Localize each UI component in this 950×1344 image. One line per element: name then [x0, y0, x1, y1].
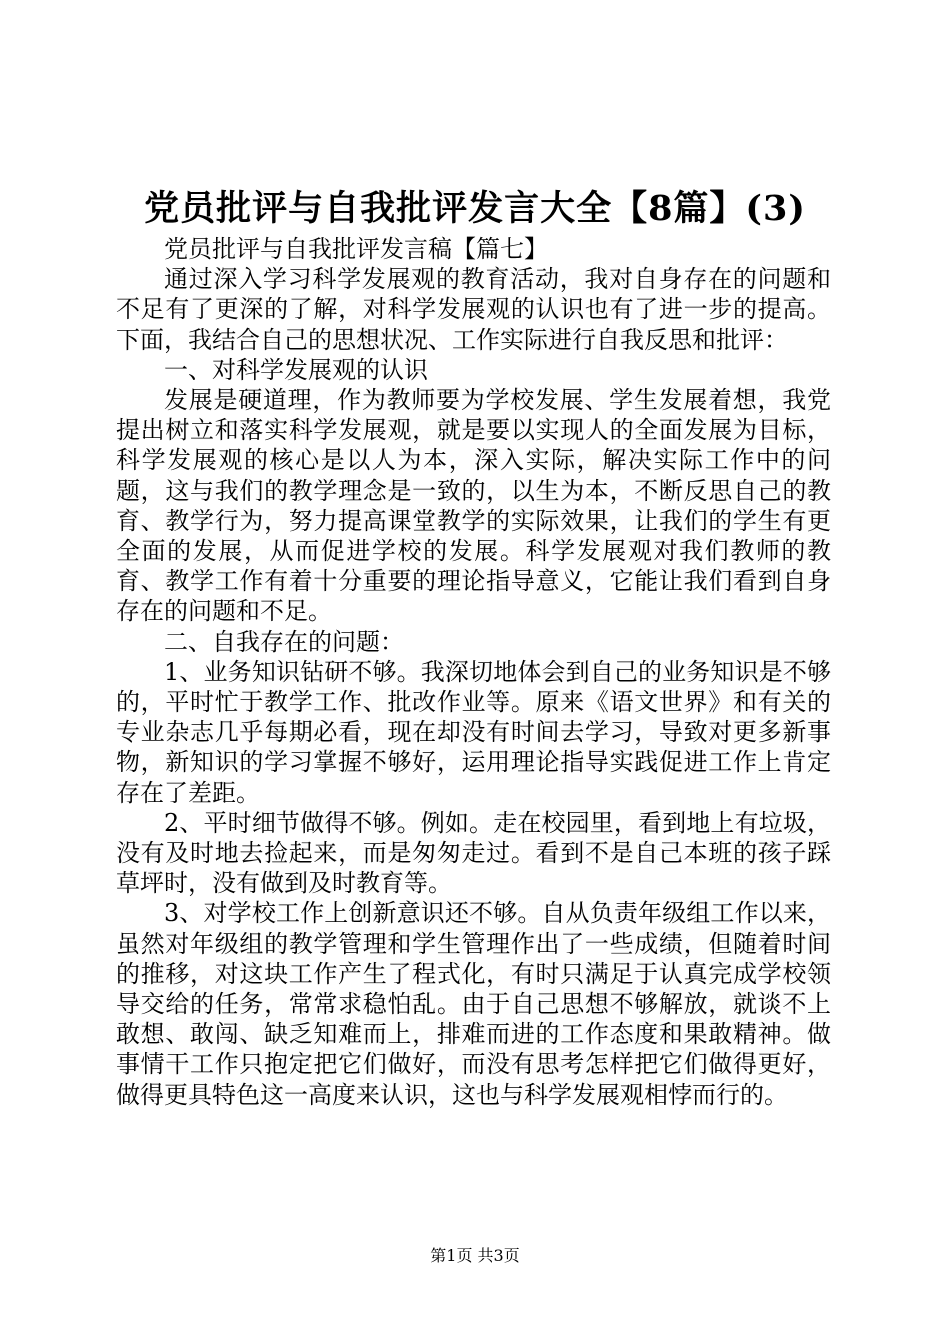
section-heading-understanding: 一、对科学发展观的认识 — [164, 355, 428, 384]
problem-item-1: 1、业务知识钻研不够。我深切地体会到自己的业务知识是不够的，平时忙于教学工作、批改作业等。原来《语文世界》和有关的专业杂志几乎每期必看，现在却没有时间去学习，导致对更多新事物，新知识的学习掌握不够好，运用理论指导实践促进工作上肯定存在了差距。 — [116, 657, 831, 807]
problem-item-3: 3、对学校工作上创新意识还不够。自从负责年级组工作以来，虽然对年级组的教学管理和学生管理作出了一些成绩，但随着时间的推移，对这块工作产生了程式化，有时只满足于认真完成学校领导交给的任务，常常求稳怕乱。由于自己思想不够解放，就谈不上敢想、敢闯、缺乏知难而上，排难而进的工作态度和果敢精神。做事情干工作只抱定把它们做好，而没有思考怎样把它们做得更好，做得更具特色这一高度来认识，这也与科学发展观相悖而行的。 — [116, 899, 831, 1109]
understanding-paragraph: 发展是硬道理，作为教师要为学校发展、学生发展着想，我党提出树立和落实科学发展观，就是要以实现人的全面发展为目标，科学发展观的核心是以人为本，深入实际，解决实际工作中的问题，这与我们的教学理念是一致的，以生为本，不断反思自己的教育、教学行为，努力提高课堂教学的实际效果，让我们的学生有更全面的发展，从而促进学校的发展。科学发展观对我们教师的教育、教学工作有着十分重要的理论指导意义，它能让我们看到自身存在的问题和不足。 — [116, 386, 831, 626]
section-heading-problems: 二、自我存在的问题： — [164, 627, 404, 656]
document-body — [116, 234, 831, 1110]
intro-paragraph: 通过深入学习科学发展观的教育活动，我对自身存在的问题和不足有了更深的了解，对科学发展观的认识也有了进一步的提高。下面，我结合自己的思想状况、工作实际进行自我反思和批评： — [116, 265, 831, 354]
page-footer: 第1页 共3页 — [430, 1246, 520, 1265]
problem-item-2: 2、平时细节做得不够。例如。走在校园里，看到地上有垃圾，没有及时地去捡起来，而是匆匆走过。看到不是自己本班的孩子踩草坪时，没有做到及时教育等。 — [116, 808, 831, 898]
document-title: 党员批评与自我批评发言大全【8篇】(3) — [144, 188, 806, 229]
section-heading-article-seven: 党员批评与自我批评发言稿【篇七】 — [164, 235, 548, 263]
